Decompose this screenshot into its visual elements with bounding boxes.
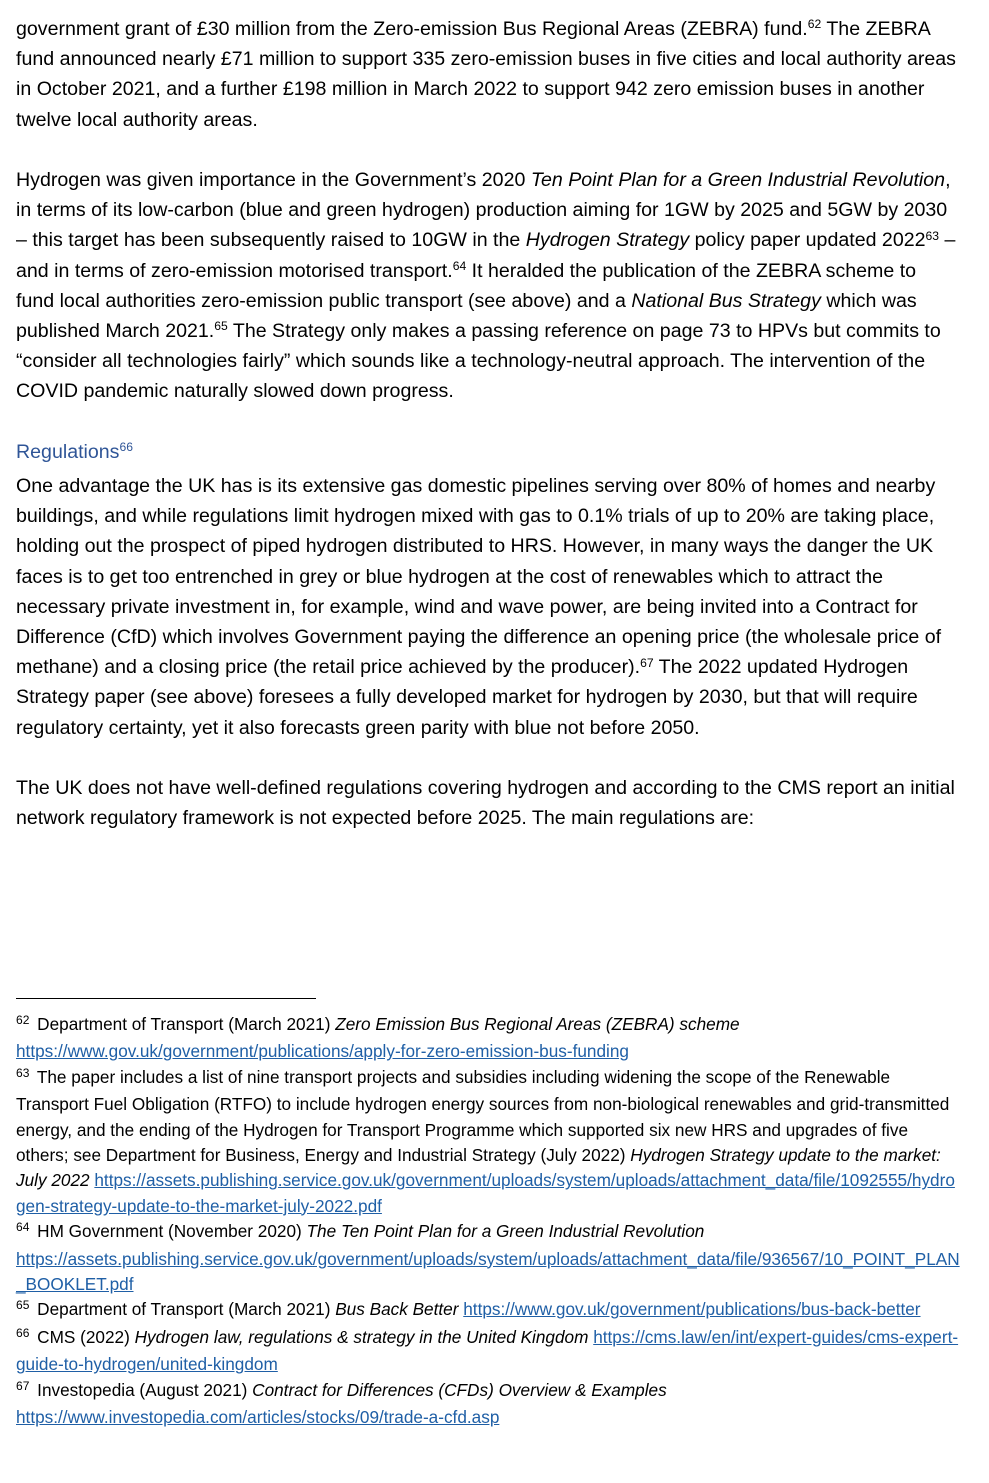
- text-span: The 2022 updated Hydrogen Strategy paper (see above) foresees a fully developed market for hydrogen by 2030, but that will require regulatory certainty, yet it also forecasts green parity with blue not before 2050.: [16, 656, 918, 739]
- paragraph-gas-pipelines: [16, 471, 959, 743]
- footnote-link[interactable]: https://assets.publishing.service.gov.uk/government/uploads/system/uploads/attachment_data/file/1092555/hydrogen-strategy-update-to-the-market-july-2022.pdf: [16, 1170, 955, 1216]
- footnote-number: 66: [16, 1325, 30, 1340]
- footnote-ref-67[interactable]: 67: [640, 655, 654, 670]
- paragraph-uk-regulations: [16, 773, 959, 833]
- footnote-64: [16, 1219, 961, 1297]
- footnote-65: [16, 1297, 961, 1324]
- footnote-number: 65: [16, 1298, 30, 1313]
- text-span: One advantage the UK has is its extensive gas domestic pipelines serving over 80% of homes and nearby buildings, and while regulations limit hydrogen mixed with gas to 0.1% trials of up to 20% are taking place, holding out the prospect of piped hydrogen distributed to HRS. However, in many ways the danger the UK faces is to get too entrenched in grey or blue hydrogen at the cost of renewables which to attract the necessary private investment in, for example, wind and wave power, are being invited into a Contract for Difference (CfD) which involves Government paying the difference an opening price (the wholesale price of methane) and a closing price (the retail price achieved by the producer).: [16, 475, 942, 679]
- footnote-ref-66[interactable]: 66: [119, 440, 133, 455]
- text-span: The ZEBRA fund announced nearly £71 million to support 335 zero-emission buses in five cities and local authority areas in October 2021, and a further £198 million in March 2022 to support 942 zero emission buses in another twelve local authority areas.: [16, 18, 956, 131]
- text-span: , in terms of its low-carbon (blue and green hydrogen) production aiming for 1GW by 2025 and 5GW by 2030 – this target has been subsequently raised to 10GW in the: [16, 169, 951, 252]
- footnote-62: [16, 1012, 961, 1065]
- footnote-number: 67: [16, 1378, 30, 1393]
- footnote-title: Contract for Differences (CFDs) Overview & Examples: [252, 1379, 667, 1400]
- text-span: which was published March 2021.: [16, 289, 917, 343]
- text-span: government grant of £30 million from the Zero-emission Bus Regional Areas (ZEBRA) fund.: [16, 18, 808, 40]
- text-span: The Strategy only makes a passing reference on page 73 to HPVs but commits to “consider all technologies fairly” which sounds like a technology-neutral approach. The intervention of the COVID pandemic naturally slowed down progress.: [16, 320, 941, 403]
- footnote-ref-64[interactable]: 64: [452, 258, 467, 273]
- footnote-title: Hydrogen law, regulations & strategy in the United Kingdom: [134, 1326, 589, 1347]
- text-span: Hydrogen was given importance in the Government’s 2020: [16, 169, 531, 191]
- footnote-ref-62[interactable]: 62: [807, 17, 822, 32]
- footnote-ref-65[interactable]: 65: [214, 319, 228, 334]
- footnote-number: 62: [16, 1012, 30, 1027]
- footnote-link[interactable]: https://cms.law/en/int/expert-guides/cms-expert-guide-to-hydrogen/united-kingdom: [16, 1326, 959, 1375]
- footnote-number: 64: [16, 1220, 30, 1235]
- footnote-text: HM Government (November 2020): [32, 1221, 307, 1242]
- footnote-text: CMS (2022): [32, 1326, 135, 1347]
- footnote-title: The Ten Point Plan for a Green Industrial Revolution: [306, 1221, 705, 1242]
- italic-title: Hydrogen Strategy: [525, 229, 690, 252]
- footnote-text: Department of Transport (March 2021): [32, 1014, 336, 1034]
- text-span: policy paper updated 2022: [689, 229, 926, 252]
- footnote-66: [16, 1325, 961, 1378]
- footnote-63: [16, 1065, 961, 1219]
- footnote-number: 63: [16, 1065, 30, 1080]
- section-heading-regulations: [16, 437, 959, 467]
- text-span: – and in terms of zero-emission motorised transport.: [16, 229, 956, 282]
- paragraph-hydrogen-plan: [16, 165, 959, 407]
- footnote-link[interactable]: https://www.gov.uk/government/publications/bus-back-better: [463, 1299, 921, 1320]
- paragraph-zebra-funding: [16, 14, 959, 135]
- footnote-link[interactable]: https://assets.publishing.service.gov.uk/government/uploads/system/uploads/attachment_data/file/936567/10_POINT_PLAN_BOOKLET.pdf: [16, 1248, 960, 1295]
- footnote-text: The paper includes a list of nine transport projects and subsidies including widening the scope of the Renewable Transport Fuel Obligation (RTFO) to include hydrogen energy sources from non-biological renewables and grid-transmitted energy, and the ending of the Hydrogen for Transport Programme which supported six new HRS and upgrades of five others; see Department for Business, Energy and Industrial Strategy (July 2022): [16, 1066, 950, 1166]
- footnote-title: Hydrogen Strategy update to the market: July 2022: [16, 1145, 941, 1191]
- text-span: The UK does not have well-defined regulations covering hydrogen and according to the CMS report an initial network regulatory framework is not expected before 2025. The main regulations are:: [16, 777, 955, 830]
- italic-title: National Bus Strategy: [631, 289, 821, 312]
- footnote-ref-63[interactable]: 63: [925, 228, 940, 243]
- footnote-text: Investopedia (August 2021): [32, 1379, 253, 1400]
- footnote-67: [16, 1378, 961, 1431]
- italic-title: Ten Point Plan for a Green Industrial Revolution: [530, 169, 946, 191]
- footnotes-section: [16, 1012, 961, 1431]
- footnote-link[interactable]: https://www.gov.uk/government/publications/apply-for-zero-emission-bus-funding: [16, 1041, 629, 1062]
- footnote-separator: [16, 998, 316, 999]
- heading-text: Regulations: [16, 440, 120, 463]
- footnote-title: Bus Back Better: [335, 1299, 459, 1320]
- footnote-text: Department of Transport (March 2021): [32, 1299, 336, 1320]
- footnote-title: Zero Emission Bus Regional Areas (ZEBRA) scheme: [335, 1014, 740, 1034]
- text-span: It heralded the publication of the ZEBRA scheme to fund local authorities zero-emission public transport (see above) and a: [16, 259, 917, 312]
- footnote-link[interactable]: https://www.investopedia.com/articles/stocks/09/trade-a-cfd.asp: [16, 1407, 500, 1428]
